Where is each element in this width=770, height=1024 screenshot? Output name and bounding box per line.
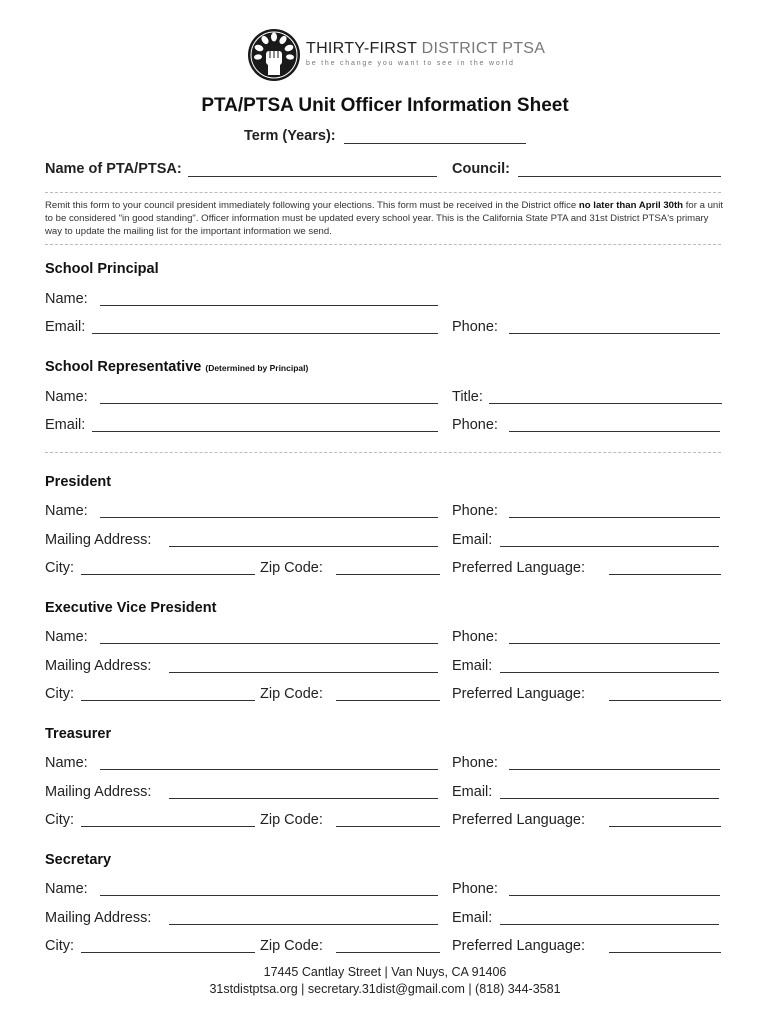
section-school-representative: School Representative (Determined by Principal): [45, 359, 309, 375]
evp-mailing-field[interactable]: [169, 672, 438, 673]
treasurer-mailing-field[interactable]: [169, 798, 438, 799]
divider: [45, 192, 721, 193]
president-phone-field[interactable]: [509, 517, 720, 518]
evp-zip-field[interactable]: [336, 700, 440, 701]
section-secretary: Secretary: [45, 852, 112, 868]
evp-email-label: Email:: [452, 658, 493, 674]
section-subtitle: (Determined by Principal): [205, 363, 309, 373]
treasurer-zip-label: Zip Code:: [260, 812, 323, 828]
secretary-city-field[interactable]: [81, 952, 255, 953]
evp-mailing-label: Mailing Address:: [45, 658, 152, 674]
treasurer-name-label: Name:: [45, 755, 88, 771]
rep-phone-field[interactable]: [509, 431, 720, 432]
pta-name-field[interactable]: [188, 176, 437, 177]
secretary-name-label: Name:: [45, 881, 88, 897]
rep-title-field[interactable]: [489, 403, 722, 404]
logo-tagline: be the change you want to see in the world: [306, 60, 515, 67]
footer-contact: 31stdistptsa.org | secretary.31dist@gmail.com | (818) 344-3581: [209, 982, 561, 996]
president-name-field[interactable]: [100, 517, 438, 518]
secretary-email-field[interactable]: [500, 924, 719, 925]
secretary-language-label: Preferred Language:: [452, 938, 586, 954]
president-phone-label: Phone:: [452, 503, 498, 519]
president-zip-label: Zip Code:: [260, 560, 323, 576]
treasurer-language-field[interactable]: [609, 826, 721, 827]
secretary-language-field[interactable]: [609, 952, 721, 953]
evp-email-field[interactable]: [500, 672, 719, 673]
principal-phone-field[interactable]: [509, 333, 720, 334]
treasurer-city-label: City:: [45, 812, 74, 828]
treasurer-mailing-label: Mailing Address:: [45, 784, 152, 800]
tree-fist-logo-icon: [246, 27, 302, 83]
evp-language-field[interactable]: [609, 700, 721, 701]
principal-email-field[interactable]: [92, 333, 438, 334]
president-city-label: City:: [45, 560, 74, 576]
evp-city-field[interactable]: [81, 700, 255, 701]
rep-email-label: Email:: [45, 417, 86, 433]
term-label: Term (Years):: [244, 128, 336, 144]
treasurer-email-label: Email:: [452, 784, 493, 800]
rep-title-label: Title:: [452, 389, 483, 405]
secretary-mailing-label: Mailing Address:: [45, 910, 152, 926]
president-language-label: Preferred Language:: [452, 560, 586, 576]
president-email-field[interactable]: [500, 546, 719, 547]
council-label: Council:: [452, 161, 510, 177]
pta-name-label: Name of PTA/PTSA:: [45, 161, 182, 177]
treasurer-name-field[interactable]: [100, 769, 438, 770]
treasurer-city-field[interactable]: [81, 826, 255, 827]
president-mailing-field[interactable]: [169, 546, 438, 547]
footer-address: 17445 Cantlay Street | Van Nuys, CA 91406: [263, 965, 507, 979]
treasurer-zip-field[interactable]: [336, 826, 440, 827]
principal-name-field[interactable]: [100, 305, 438, 306]
rep-phone-label: Phone:: [452, 417, 498, 433]
treasurer-phone-field[interactable]: [509, 769, 720, 770]
evp-city-label: City:: [45, 686, 74, 702]
notice-text: Remit this form to your council president immediately following your elections. This form must be received in the District office no later than April 30th for a unit to be considered "in good standing". Officer information must be updated every school year. This is the California State PTA and 31st District PTSA's primary way to update the mailing list for the important information we send.: [45, 200, 724, 237]
divider: [45, 452, 721, 453]
evp-name-label: Name:: [45, 629, 88, 645]
evp-language-label: Preferred Language:: [452, 686, 586, 702]
principal-name-label: Name:: [45, 291, 88, 307]
logo-title: THIRTY-FIRST DISTRICT PTSA: [306, 40, 546, 57]
term-field[interactable]: [344, 143, 526, 144]
rep-email-field[interactable]: [92, 431, 438, 432]
treasurer-language-label: Preferred Language:: [452, 812, 586, 828]
secretary-zip-label: Zip Code:: [260, 938, 323, 954]
secretary-phone-label: Phone:: [452, 881, 498, 897]
treasurer-email-field[interactable]: [500, 798, 719, 799]
principal-phone-label: Phone:: [452, 319, 498, 335]
secretary-city-label: City:: [45, 938, 74, 954]
president-zip-field[interactable]: [336, 574, 440, 575]
president-mailing-label: Mailing Address:: [45, 532, 152, 548]
rep-name-label: Name:: [45, 389, 88, 405]
evp-phone-field[interactable]: [509, 643, 720, 644]
section-school-principal: School Principal: [45, 261, 159, 277]
principal-email-label: Email:: [45, 319, 86, 335]
secretary-phone-field[interactable]: [509, 895, 720, 896]
president-name-label: Name:: [45, 503, 88, 519]
evp-zip-label: Zip Code:: [260, 686, 323, 702]
secretary-zip-field[interactable]: [336, 952, 440, 953]
section-treasurer: Treasurer: [45, 726, 112, 742]
president-email-label: Email:: [452, 532, 493, 548]
evp-name-field[interactable]: [100, 643, 438, 644]
treasurer-phone-label: Phone:: [452, 755, 498, 771]
district-logo: [246, 27, 546, 89]
secretary-email-label: Email:: [452, 910, 493, 926]
council-field[interactable]: [518, 176, 721, 177]
section-president: President: [45, 474, 112, 490]
divider: [45, 244, 721, 245]
rep-name-field[interactable]: [100, 403, 438, 404]
page-title: PTA/PTSA Unit Officer Information Sheet: [201, 95, 569, 116]
president-city-field[interactable]: [81, 574, 255, 575]
secretary-name-field[interactable]: [100, 895, 438, 896]
evp-phone-label: Phone:: [452, 629, 498, 645]
secretary-mailing-field[interactable]: [169, 924, 438, 925]
president-language-field[interactable]: [609, 574, 721, 575]
section-executive-vice-president: Executive Vice President: [45, 600, 217, 616]
